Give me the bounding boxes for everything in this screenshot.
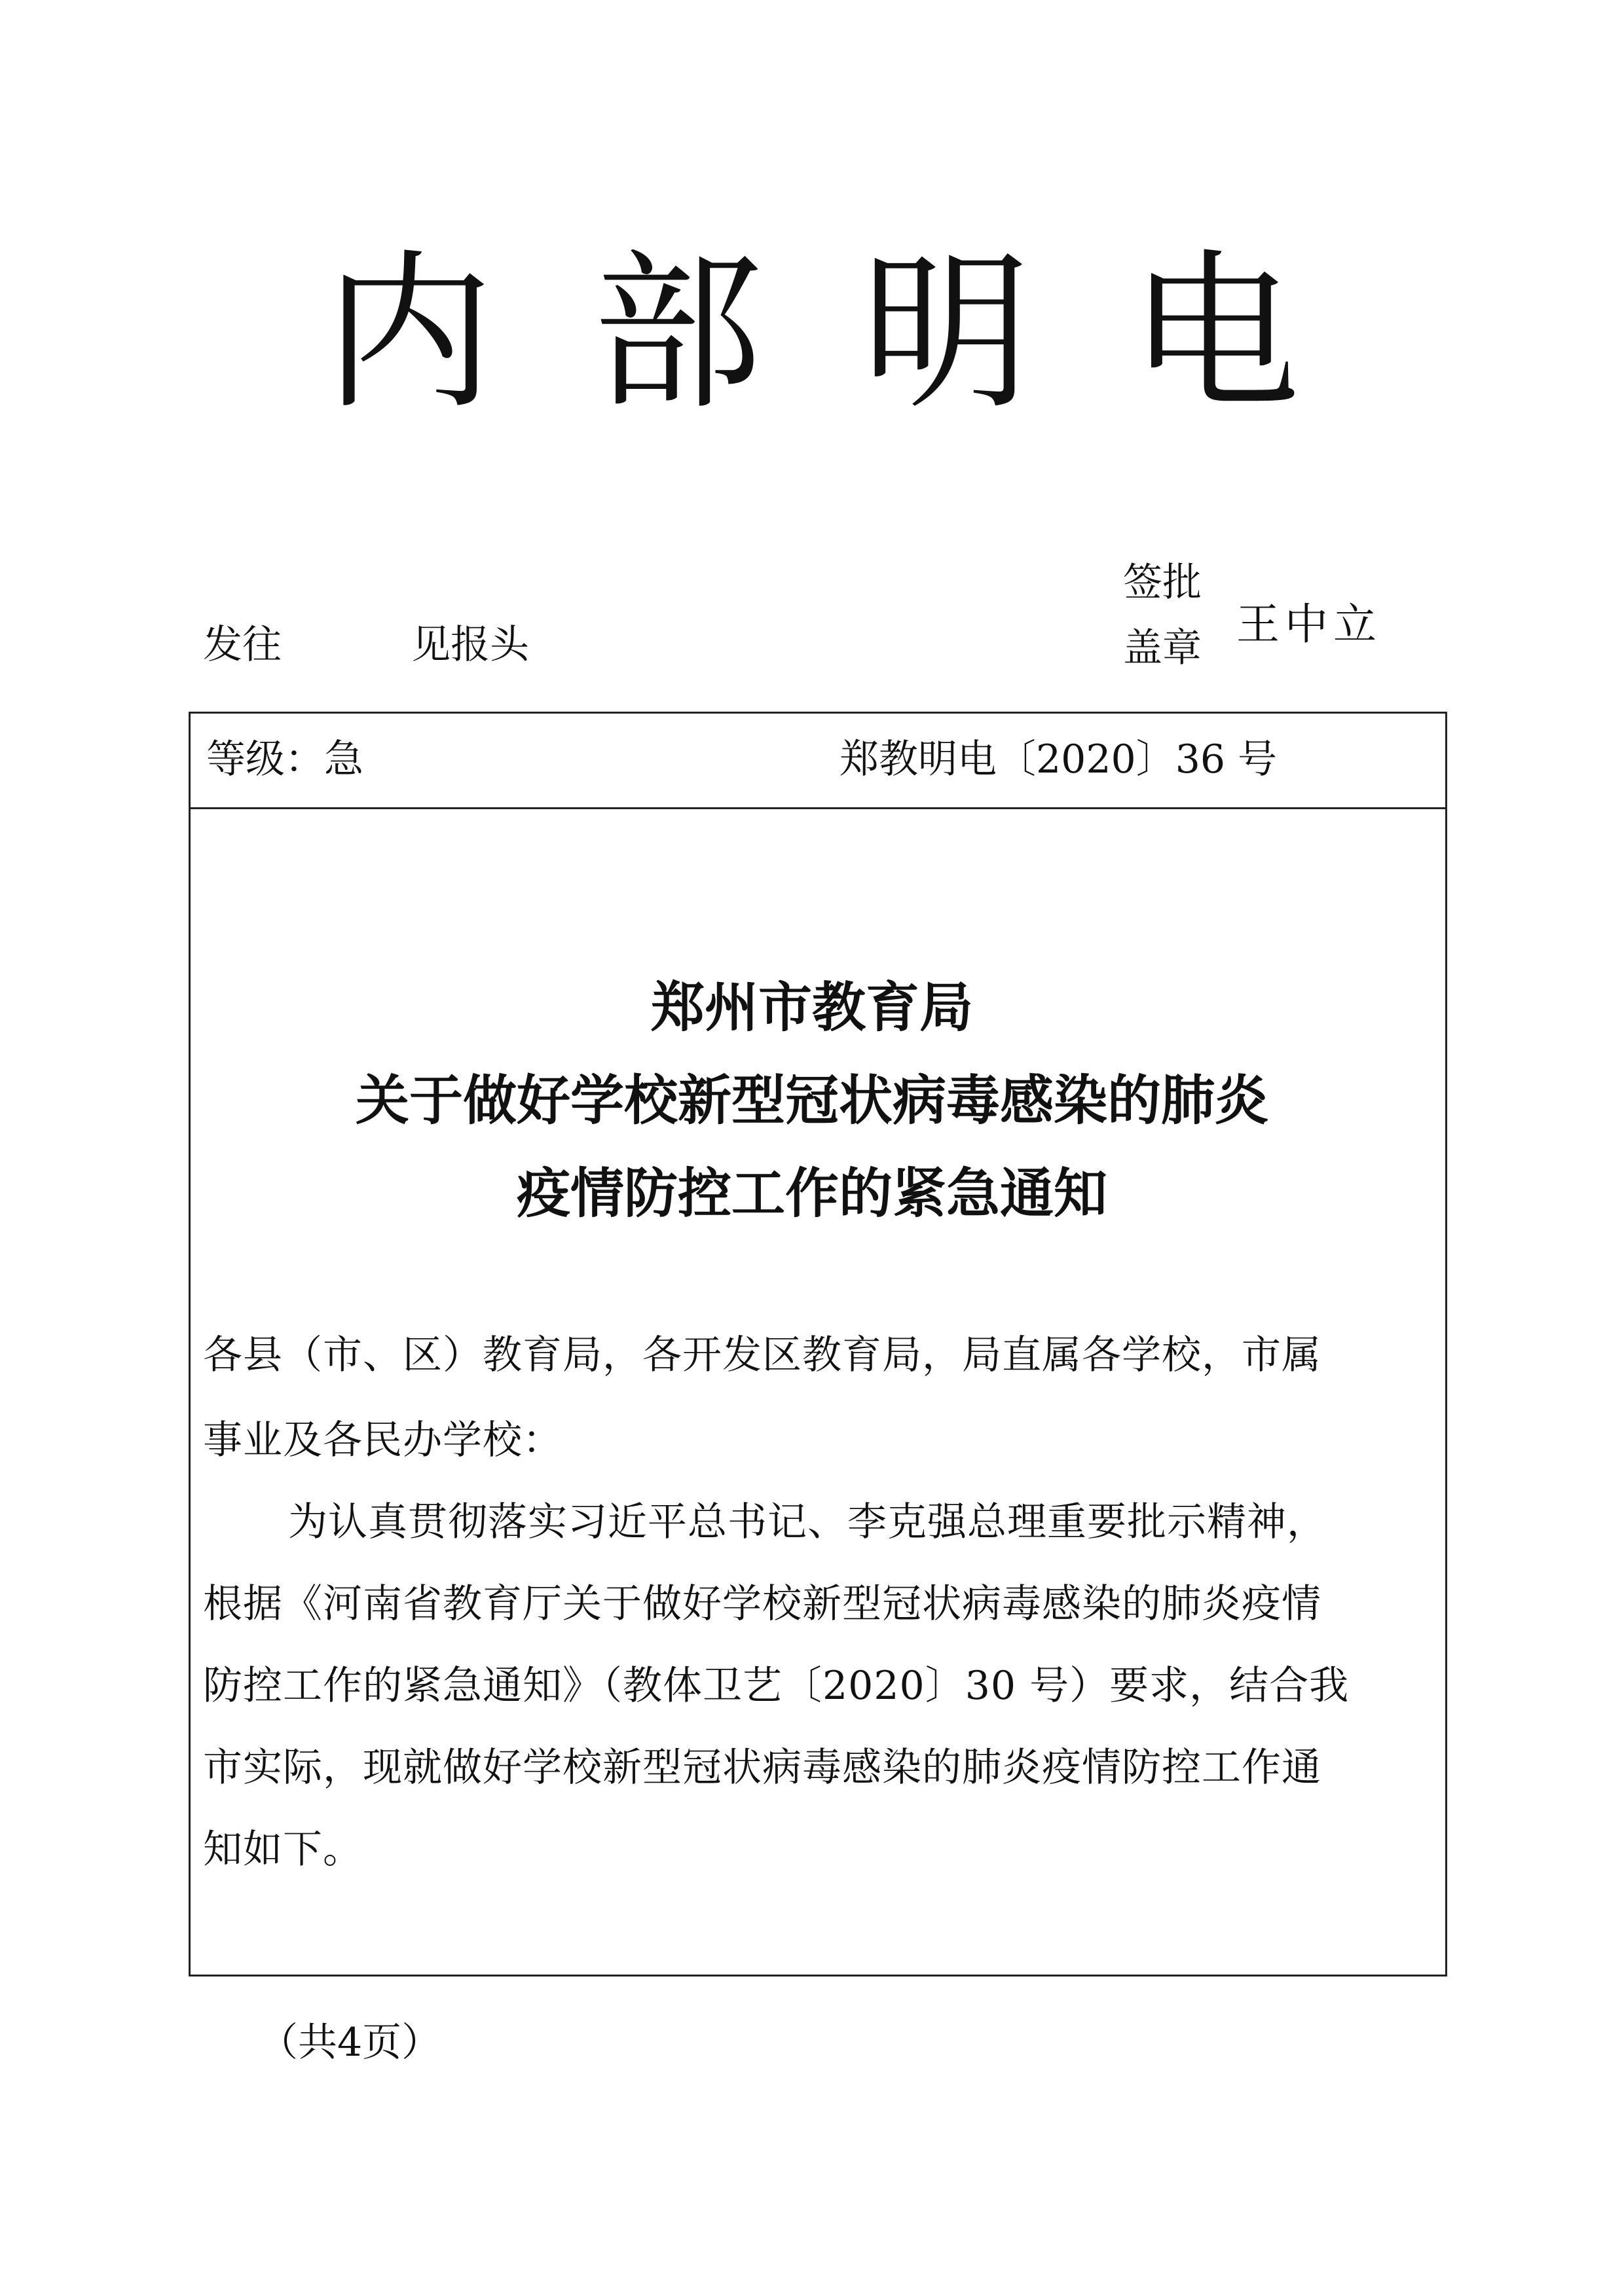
seal-label: 盖章 bbox=[1123, 625, 1202, 671]
body-line-3: 防控工作的紧急通知》（教体卫艺〔2020〕30 号）要求，结合我 bbox=[203, 1663, 1350, 1709]
frame-divider bbox=[191, 807, 1445, 809]
page-count: （共4页） bbox=[259, 2020, 441, 2066]
body-line-5: 知如下。 bbox=[203, 1827, 363, 1872]
addressee-line-1: 各县（市、区）教育局，各开发区教育局，局直属各学校，市属 bbox=[203, 1332, 1321, 1378]
body-line-2: 根据《河南省教育厅关于做好学校新型冠状病毒感染的肺炎疫情 bbox=[203, 1581, 1321, 1627]
grade-label: 等级：急 bbox=[206, 737, 363, 782]
notice-title-line-1: 郑州市教育局 bbox=[650, 976, 973, 1039]
addressee-line-2: 事业及各民办学校： bbox=[203, 1417, 563, 1463]
approve-label: 签批 bbox=[1123, 560, 1202, 606]
send-to-label: 发往 bbox=[203, 622, 282, 668]
body-line-1: 为认真贯彻落实习近平总书记、李克强总理重要批示精神， bbox=[288, 1499, 1327, 1545]
document-title: 内部明电 bbox=[324, 235, 1398, 433]
send-to-value: 见报头 bbox=[411, 622, 529, 668]
notice-title-line-3: 疫情防控工作的紧急通知 bbox=[516, 1162, 1107, 1225]
body-line-4: 市实际，现就做好学校新型冠状病毒感染的肺炎疫情防控工作通 bbox=[203, 1745, 1321, 1791]
signatory-name: 王中立 bbox=[1236, 599, 1382, 649]
document-number: 郑教明电〔2020〕36 号 bbox=[840, 737, 1278, 782]
notice-title-line-2: 关于做好学校新型冠状病毒感染的肺炎 bbox=[355, 1069, 1268, 1132]
